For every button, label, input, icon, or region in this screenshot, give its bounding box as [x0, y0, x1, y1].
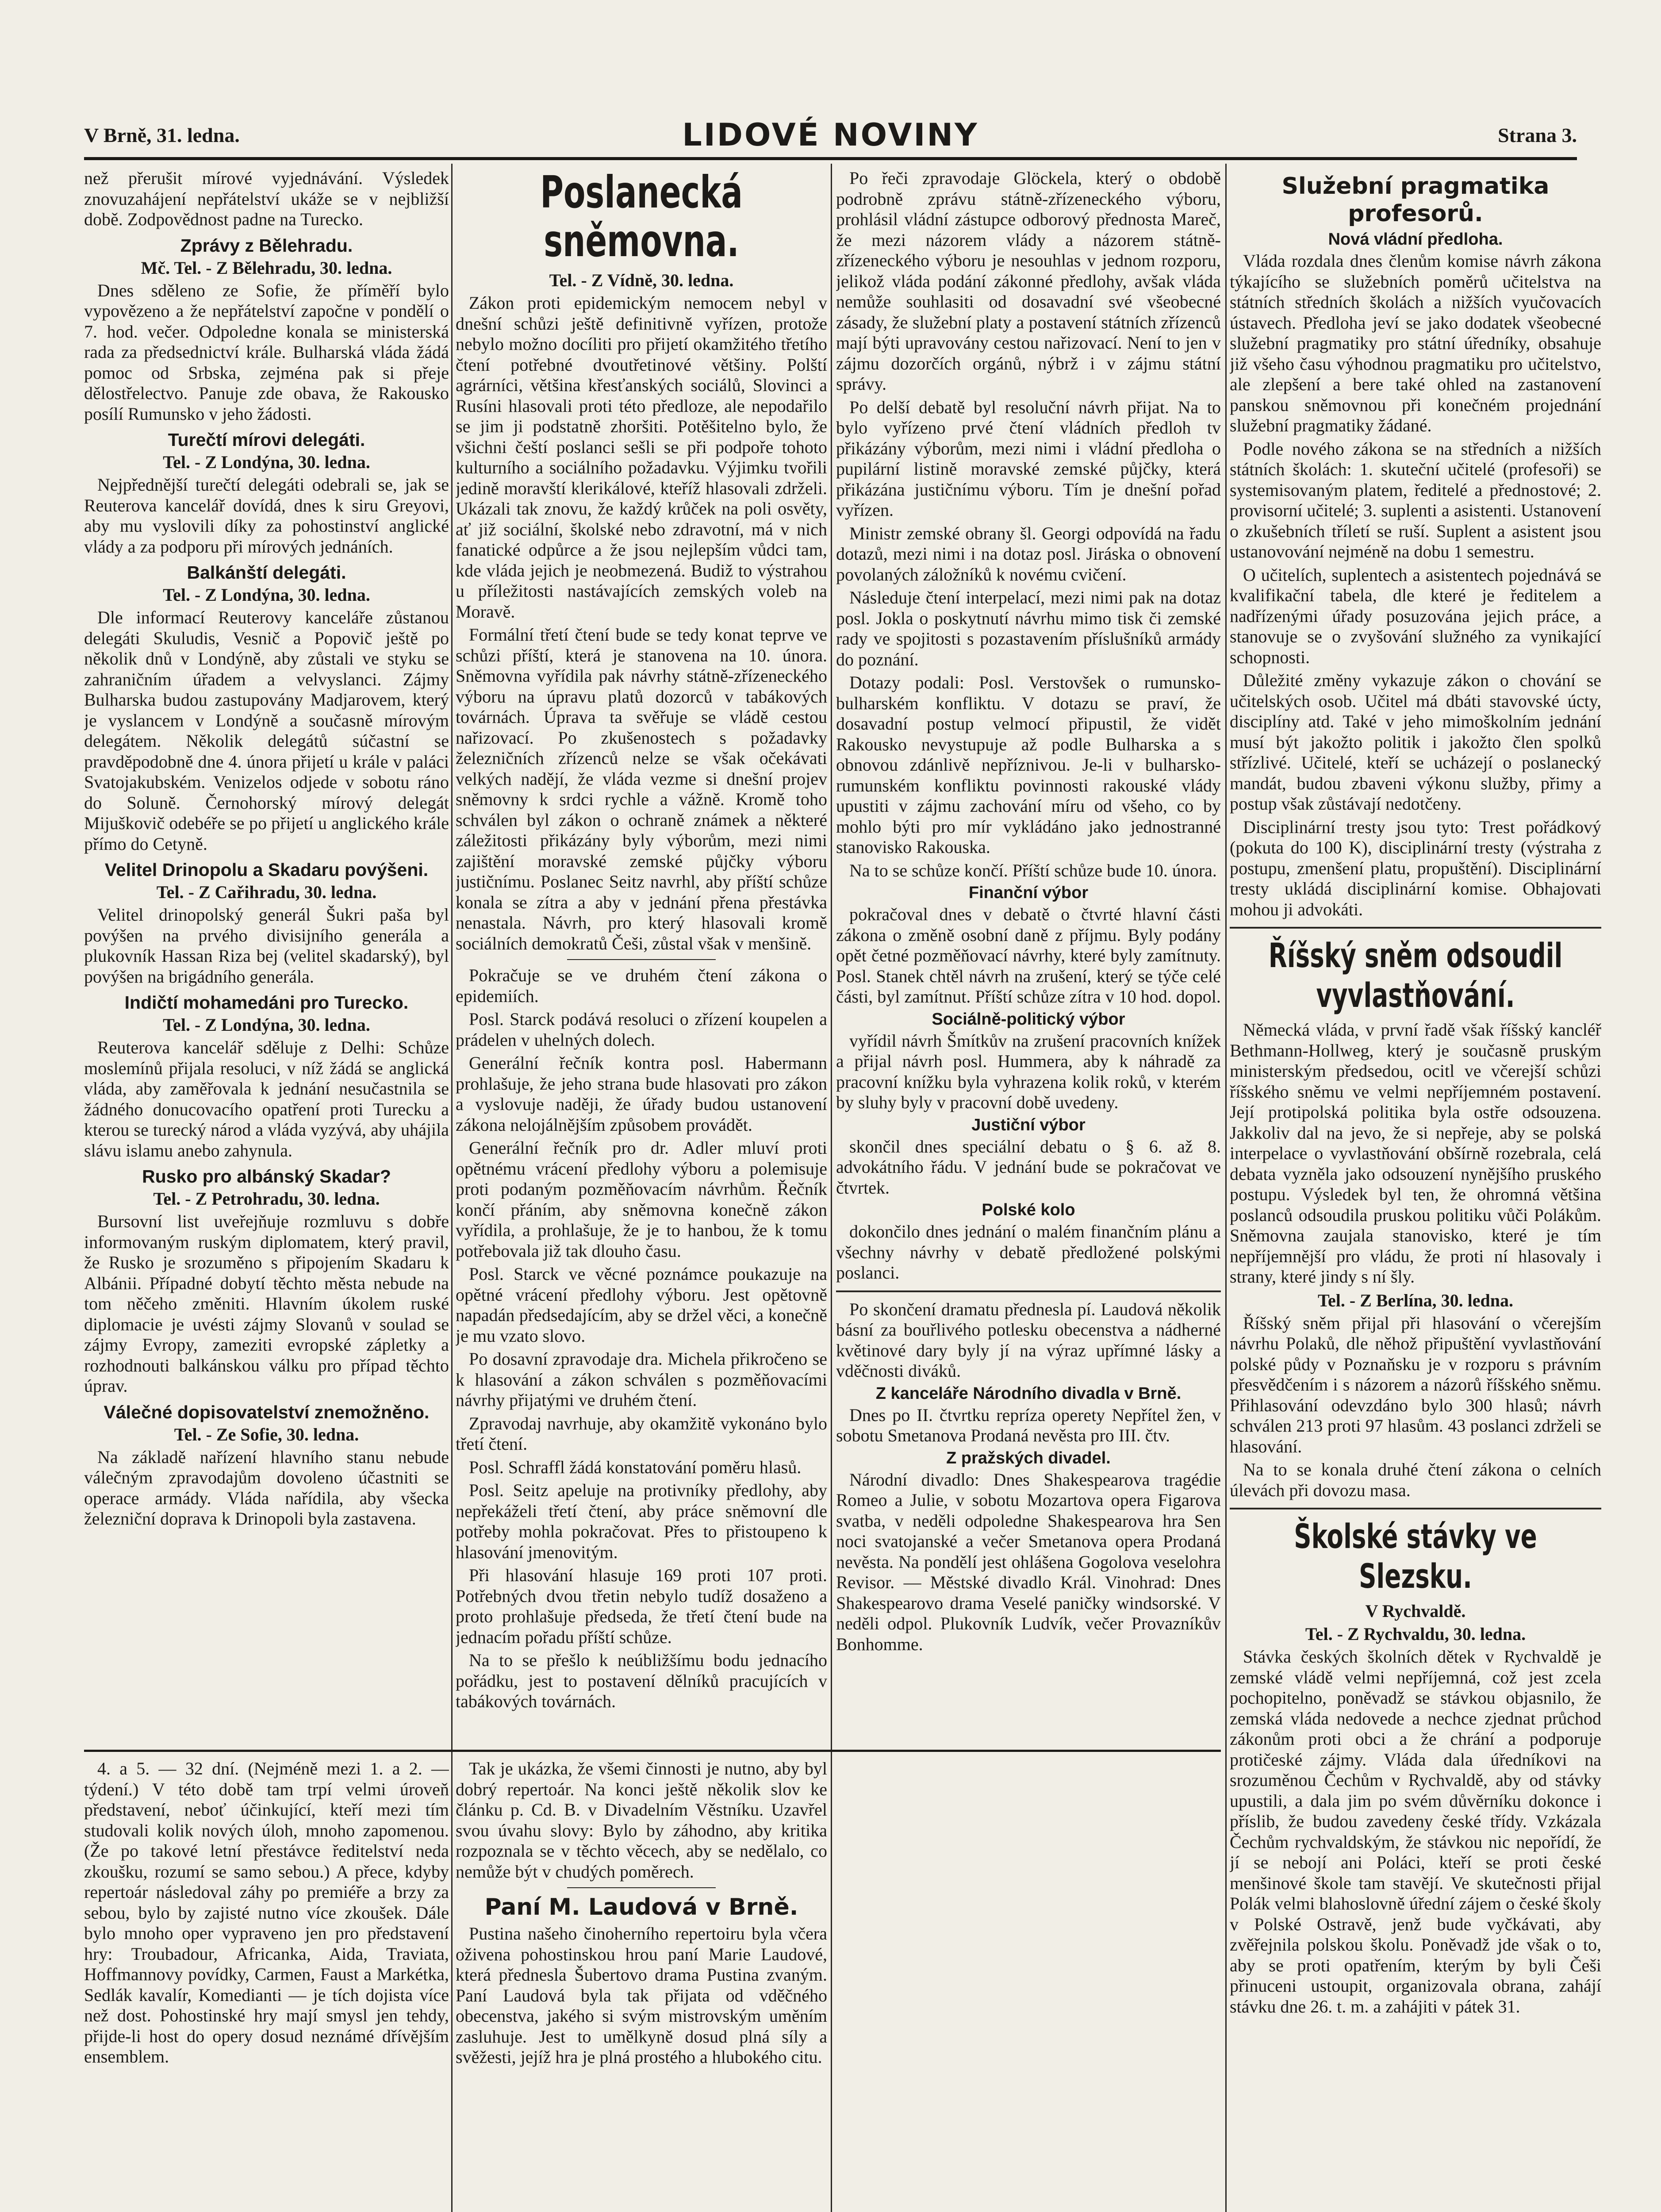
article-subtitle: Nová vládní předloha. — [1328, 230, 1503, 249]
article-paragraph: Generální řečník kontra posl. Habermann prohlašuje, že jeho strana bude hlasovati pro zákon a vyslovuje naději, že úřady budou ustanovení zákona nelojálnějším způsobem provádět. — [456, 1053, 827, 1135]
article-paragraph: Důležité změny vykazuje zákon o chování se učitelských osob. Učitel má dbáti stavovské úcty, disciplíny atd. Také v jeho mimoškolním jednání musí být jakožto politik i jakožto člen spolků střízlivé. Učitelé, kteří se ucházejí o poslanecký mandát, budou zbaveni výkonu služby, přimy a postup však zůstávají nedotčeny. — [1230, 670, 1601, 814]
article-paragraph: Po dosavní zpravodaje dra. Michela přikročeno se k hlasování a zákon schválen s pozměňovacími návrhy přijatými ve druhém čtení. — [456, 1349, 827, 1410]
article-paragraph: Posl. Seitz apeluje na protivníky předlohy, aby nepřekáželi třetí čtení, aby práce sněmovní dle potřeby mohla pokračovat. Přes to přistoupeno k hlasování jmenovitým. — [456, 1480, 827, 1562]
dateline: Tel. - Ze Sofie, 30. ledna. — [174, 1424, 359, 1444]
section-heading: Finanční výbor — [968, 883, 1089, 902]
article-paragraph: Posl. Starck ve věcné poznámce poukazuje na opětné vrácení předlohy výboru. Jest opětovně napadán předsedajícím, aby se držel věci, a konečně je mu vzato slovo. — [456, 1264, 827, 1346]
article-paragraph: Vláda rozdala dnes členům komise návrh zákona týkajícího se služebních poměrů učitelstva na státních středních školách a nižších vyučovacích ústavech. Předloha jeví se jako dodatek všeobecné služební pragmatiky pro státní úředníky, obsahuje již všeho času výhodnou pragmatiku pro učitelstvo, ale zlepšení a bere také ohled na zastanovení panskou sněmovnou při konečném projednání služební pragmatiky žádané. — [1230, 251, 1601, 435]
article-paragraph: Následuje čtení interpelací, mezi nimi pak na dotaz posl. Jokla o poskytnutí návrhu mimo tisk či zemské rady ve spojitosti s pozastavením příslušníků armády do poznání. — [836, 588, 1221, 669]
divider — [1230, 1508, 1601, 1509]
dateline: Tel. - Z Rychvaldu, 30. ledna. — [1305, 1624, 1526, 1644]
section-heading: Balkánští delegáti. — [187, 562, 346, 583]
article-paragraph: dokončilo dnes jednání o malém finančním plánu a všechny návrhy v debatě předložené polskými poslanci. — [836, 1221, 1221, 1283]
article-paragraph: Národní divadlo: Dnes Shakespearova tragédie Romeo a Julie, v sobotu Mozartova opera Figarova svatba, v neděli odpoledne Shakespearova hra Sen noci svatojanské a večer Smetanova opera Prodaná nevěsta. Na pondělí jest ohlášena Gogolova veselohra Revisor. — Městské divadlo Král. Vinohrad: Dnes Shakespearovo drama Veselé paničky windsorské. V neděli odpol. Plukovník Ludvík, večer Provazníkův Bonhomme. — [836, 1469, 1221, 1654]
section-heading: Z pražských divadel. — [946, 1448, 1111, 1467]
feuilleton-column-1 — [84, 1759, 449, 2212]
feuilleton-rule — [84, 1750, 1221, 1752]
article-paragraph: Tak je ukázka, že všemi činnosti je nutno, aby byl dobrý repertoár. Na konci ještě několik slov ke článku p. Cd. B. v Divadelním Věstníku. Uzavřel svou úvahu slovy: Bylo by záhodno, aby kritika rozpoznala se v těchto věcech, aby se nedělalo, co nemůže být v chudých poměrech. — [456, 1759, 827, 1882]
article-paragraph: Pokračuje se ve druhém čtení zákona o epidemiích. — [456, 965, 827, 1006]
dateline: Tel. - Z Berlína, 30. ledna. — [1318, 1290, 1513, 1310]
article-paragraph: Na to se schůze končí. Příští schůze bude 10. února. — [849, 860, 1217, 880]
column-balkan-news — [84, 168, 449, 1747]
article-paragraph: Posl. Starck podává resoluci o zřízení koupelen a prádelen v uhelných dolech. — [456, 1009, 827, 1050]
article-paragraph: Dle informací Reuterovy kanceláře zůstanou delegáti Skuludis, Vesnič a Popovič ještě po několik dnů v Londýně, aby zůstali ve styku se zahraničním úřadem a velvyslanci. Zájmy Bulharska budou zastupovány Madjarovem, který je vyslancem v Londýně a současně mírovým delegátem. Několik delegátů súčastní se pravděpodobně dne 4. února přijetí u krále v paláci Svatojakubském. Venizelos odjede v sobotu ráno do Soluně. Černohorský mírový delegát Mijuškovič odebéře se po přijetí u anglického krále přímo do Cetyně. — [84, 607, 449, 854]
section-heading: Rusko pro albánský Skadar? — [142, 1166, 391, 1187]
divider — [836, 1290, 1221, 1292]
article-paragraph: Po skončení dramatu přednesla pí. Laudová několik básní za bouřlivého potlesku obecenstva a nádherné květinové dary byly jí na výraz upřímné lásky a vděčnosti diváků. — [836, 1299, 1221, 1381]
column-committees — [836, 168, 1221, 2212]
column-rule — [451, 164, 453, 2212]
article-paragraph: Posl. Schraffl žádá konstatování poměru hlasů. — [469, 1457, 802, 1477]
feuilleton-column-2 — [456, 1759, 827, 2212]
article-paragraph: Říšský sněm přijal při hlasování o včerejším návrhu Polaků, dle něhož připuštění vyvlastňování polské půdy v Poznaňsku je v rozporu s právním přesvědčením i s názorem a názorů říšského sněmu. Přihlasování odevzdáno bylo 300 hlasů; návrh schválen 213 proti 97 hlasům. 43 poslanci zdrželi se hlasování. — [1230, 1313, 1601, 1456]
article-paragraph: Reuterova kancelář sděluje z Delhi: Schůze moslemínů přijala resoluci, v níž žádá se anglická vláda, aby zaměřovala k jednání nesučastnila se žádného donucovacího opatření proti Turecku a kterou se turecký národ a vláda vyzývá, aby uhájila slávu islamu anebo zahynula. — [84, 1037, 449, 1160]
section-heading: Sociálně-politický výbor — [932, 1010, 1125, 1029]
article-paragraph: Podle nového zákona se na středních a nižších státních školách: 1. skuteční učitelé (profesoři) se systemisovaným platem, ředitelé a přednostové; 2. provisorní učitelé; 3. suplenti a asistenti. Ustanovení o zkušebních tříletí se ruší. Suplent a asistent jsou ustanovování nejméně na dobu 1 semestru. — [1230, 438, 1601, 561]
column-rule — [831, 164, 832, 2212]
article-paragraph: Dnes sděleno ze Sofie, že příměří bylo vypovězeno a že nepřátelství započne v pondělí o 7. hod. večer. Odpoledne konala se ministerská rada za předsednictví krále. Bulharská vláda žádá pomoc od Srbska, zejména pak si přeje dělostřelectvo. Panuje zde obava, že Rakousko posílí Rumunsko v jeho žádosti. — [84, 280, 449, 424]
issue-date: V Brně, 31. ledna. — [84, 123, 240, 146]
article-paragraph: Nejpřednější turečtí delegáti odebrali se, jak se Reuterova kancelář dovídá, dnes k siru Greyovi, aby mu vyslovili díky za pohostinství anglické vlády a za podporu při mírových jednáních. — [84, 475, 449, 557]
article-paragraph: Velitel drinopolský generál Šukri paša byl povýšen na prvého divisijního generála a plukovník Hassan Riza bej (velitel skadarský), byl povýšen na brigádního generála. — [84, 905, 449, 987]
article-paragraph: O učitelích, suplentech a asistentech pojednává se kvalifikační tabela, dle které je ředitelem a nadřízenými úřady posuzována jejich práce, a stanovuje se o zvyšování služného za vynikající schopnosti. — [1230, 565, 1601, 667]
dateline: Tel. - Z Petrohradu, 30. ledna. — [153, 1189, 380, 1209]
section-heading: Polské kolo — [982, 1201, 1075, 1219]
lead-paragraph: než přerušit mírové vyjednávání. Výsledek znovuzahájení nepřátelství ukáže se v nejbližší době. Zodpovědnost padne na Turecko. — [84, 168, 449, 229]
article-paragraph: Zpravodaj navrhuje, aby okamžitě vykonáno bylo třetí čtení. — [456, 1413, 827, 1454]
masthead-title: LIDOVÉ NOVINY — [682, 117, 979, 153]
section-heading: Zprávy z Bělehradu. — [180, 235, 353, 256]
article-paragraph: Na základě nařízení hlavního stanu nebude válečným zpravodajům dovoleno účastniti se operace armády. Vláda nařídila, aby všecka železniční doprava k Drinopoli byla zastavena. — [84, 1447, 449, 1528]
dateline: Tel. - Z Londýna, 30. ledna. — [163, 1015, 370, 1035]
page-number: Strana 3. — [1498, 123, 1577, 146]
section-heading: Válečné dopisovatelství znemožněno. — [104, 1402, 430, 1422]
page-header — [84, 113, 1577, 160]
article-title: Paní M. Laudová v Brně. — [484, 1894, 798, 1920]
column-parliament — [456, 168, 827, 1747]
article-paragraph: Po delší debatě byl resoluční návrh přijat. Na to bylo vyřízeno prvé čtení vládních předloh tv přikázány výborům, mezi nimi i vládní předloha o pupilární listině moravské zemské půjčky, která přikázána justičnímu výboru. Tím je dnešní pořad vyřízen. — [836, 397, 1221, 520]
article-title: Služební pragmatika profesorů. — [1281, 173, 1550, 227]
article-paragraph: Německá vláda, v první řadě však říšský kancléř Bethmann-Hollweg, který je současně pruským ministerským předsedou, ocitl ve včerejší schůzi říšského sněmu ve velmi nepříjemném postavení. Její protipolská politika byla ostře odsouzena. Jakkoliv dal na jevo, že si nepřeje, aby se polská interpelace o vyvlastňování obšírně rozebrala, celá debata vyzněla jako odsouzení nynějšího pruského postupu. Výsledek byl ten, že ohromná většina poslanců odsoudila pruskou politiku vůči Polákům. Sněmovna zaujala stanovisko, které je tím nepříjemnější pro vládu, že proti ní hlasovaly i strany, které jindy s ní šly. — [1230, 1020, 1601, 1286]
article-paragraph: Disciplinární tresty jsou tyto: Trest pořádkový (pokuta do 100 K), disciplinární tresty (výstraha z postupu, zmenšení platu, propuštění). Disciplinární tresty ukládá disciplinární komise. Obhajovati mohou ji advokáti. — [1230, 817, 1601, 919]
article-paragraph: Pustina našeho činoherního repertoiru byla včera oživena pohostinskou hrou paní Marie Laudové, která přednesla Šubertovo drama Pustina zvaným. Paní Laudová byla tak přijata od vděčného obecenstva, jakého si svým mistrovským uměním zasluhuje. Jest to umělkyně dosud plná síly a svěžesti, jejíž hra je plná prostého a hlubokého citu. — [456, 1924, 827, 2067]
article-paragraph: Po řeči zpravodaje Glöckela, který o obdobě podrobně zprávu státně-zřízeneckého výboru, prohlásil vládní zástupce odborový přednosta Mareč, že mezi názorem vlády a názorem státně-zřízeneckého výboru je nesouhlas v jednom rozporu, jelikož vláda podání zákonné předlohy, avšak vláda nemůže souhlasiti od dosavadní své všeobecné zásady, že služební platy a postavení státních zřízenců mají býti upravovány cestou nařizovací. Není to jen v zájmu dozorčích orgánů, nýbrž i v zájmu státní správy. — [836, 168, 1221, 394]
article-paragraph: Dotazy podali: Posl. Verstovšek o rumunsko-bulharském konfliktu. V dotazu se praví, že dosavadní postup velmocí připustil, že vidět Rakousko nevystupuje až podle Bulharska a s obnovou zdánlivě nepříznivou. Je-li v bulharsko-rumunském konfliktu povinnosti rakouské vlády upustiti v zájmu zachování míru od všeho, co by mohlo býti pro mír vykládáno jako jednostranné stanovisko Rakouska. — [836, 672, 1221, 857]
dateline: Tel. - Z Londýna, 30. ledna. — [163, 452, 370, 472]
section-heading: Turečtí mírovi delegáti. — [168, 430, 365, 450]
divider — [567, 959, 716, 960]
dateline: Mč. Tel. - Z Bělehradu, 30. ledna. — [141, 257, 392, 278]
article-title: Říšský sněm odsoudil vyvlastňování. — [1268, 936, 1563, 1015]
section-heading: Justiční výbor — [971, 1115, 1086, 1134]
dateline: Tel. - Z Londýna, 30. ledna. — [163, 585, 370, 605]
article-paragraph: Bursovní list uveřejňuje rozmluvu s dobře informovaným ruským diplomatem, který pravil, že Rusko je srozuměno s připojením Skadaru k Albánii. Případné dobytí těchto města nebude na tom něčeho změniti. Hlavním úkolem ruské diplomacie je uvésti zájmy Slovanů v soulad se zájmy Evropy, zameziti evropské zápletky a rozhodnouti balkánskou válku pro případ těchto úprav. — [84, 1211, 449, 1396]
article-title: Školské stávky ve Slezsku. — [1294, 1517, 1537, 1596]
article-paragraph: Stávka českých školních dětek v Rychvaldě je zemské vládě velmi nepříjemná, což jest zcela pochopitelno, poněvadž se stávkou objasnilo, že zemská vláda nedovede a nechce zjednat průchod zákonům proti obci a že chrání a podporuje protičeské zájmy. Vláda dala úředníkovi na srozuměnou Čechům v Rychvaldě, aby od stávky upustili, a dala jim po svém důvěrníku dokonce i příslib, že budou zavedeny české třídy. Vzkázala Čechům rychvaldským, že stávkou nic nepořídí, že jí se nebojí ani Poláci, kteří se proti české menšinové škole tam stavějí. Ve skutečnosti přijal Polák velmi blahoslovně úřední zájem o české školy v Polské Ostravě, jenž bude vyčkávati, aby zvěřejnila polskou školu. Poněvadž jde však o to, aby se proti opatřením, kterým by byli Češi přinuceni ustoupit, organizovala obrana, zahájí stávku dne 26. t. m. a zahájiti v pátek 31. — [1230, 1647, 1601, 2016]
article-paragraph: Zákon proti epidemickým nemocem nebyl v dnešní schůzi ještě definitivně vyřízen, protože nebylo možno docíliti pro přijetí okamžitého třetího čtení potřebné dvoutřetinové většiny. Polští agrárníci, většina křesťanských sociálů, Slovinci a Rusíni hlasovali proti této předloze, ale nepodařilo se jim ji podstatně zhoršiti. Potěšitelno bylo, že všichni čeští poslanci sešli se při podpoře tohoto kulturního a sociálního požadavku. Výjimku tvořili jedině moravští klerikálové, kteříž hlasovali zdrželi. Ukázali tak znovu, že každý krůček na poli osvěty, ať již sociální, školské nebo zdravotní, má v nich fanatické odpůrce a že jsou nejlepším vůdci tam, kde vláda jejich je neobmezená. Budiž to výstrahou u příležitosti nastávajících zemských voleb na Moravě. — [456, 293, 827, 622]
article-paragraph: skončil dnes speciální debatu o § 6. až 8. advokátního řádu. V jednání bude se pokračovat ve čtvrtek. — [836, 1136, 1221, 1198]
article-paragraph: Formální třetí čtení bude se tedy konat teprve ve schůzi příští, která je stanovena na 10. února. Sněmovna vyřídila pak návrhy státně-zřízeneckého výboru na úpravu platů dozorců v tabákových továrnách. Úprava ta svěřuje se vládě cestou nařizovací. Po zkušenostech s požadavky železničních zřízenců nelze se však očekávati velkých nadějí, že vláda vezme si dnešní projev sněmovny k srdci rychle a vážně. Kromě toho schválen byl zákon o ochraně známek a některé záležitosti přikázány byly výborům, mezi nimi zajištění moravské zemské půjčky výboru justičnímu. Poslanec Seitz navrhl, aby příští schůze konala se zítra a aby v jednání přena přestávka nenastala. Návrh, pro který hlasovali kromě sociálních demokratů Češi, zůstal však v menšině. — [456, 625, 827, 953]
section-heading: Indičtí mohamedáni pro Turecko. — [124, 992, 409, 1013]
article-paragraph: 4. a 5. — 32 dní. (Nejméně mezi 1. a 2. — týdení.) V této době tam trpí velmi úroveň představení, neboť účinkující, kteří mezi tím studovali kolik nových úloh, mnoho zapomenou. (Že po takové letní přestávce ředitelství neda zkoušku, rozumí se samo sebou.) A přece, kdyby repertoár následoval záhy po premiéře a brzy za sebou, bylo by zajisté nutno více zkoušek. Dále bylo mnoho oper vypraveno jen pro představení hry: Troubadour, Africanka, Aida, Traviata, Hoffmannovy povídky, Carmen, Faust a Markétka, Sedlák kavalír, Komedianti — je tích dojista více než dost. Pohostinské hry mají smysl jen tehdy, přijde-li host do opery dosud neznámé dřívějším ensemblem. — [84, 1759, 449, 2066]
dateline: Tel. - Z Cařihradu, 30. ledna. — [156, 882, 377, 902]
article-paragraph: Na to se přešlo k neúbližšímu bodu jednacího pořádku, jest to postavení dělníků pracujících v tabákových továrnách. — [456, 1650, 827, 1711]
article-title: Poslanecká sněmovna. — [540, 168, 743, 267]
divider — [567, 1887, 716, 1888]
article-paragraph: Ministr zemské obrany šl. Georgi odpovídá na řadu dotazů, mezi nimi i na dotaz posl. Jiráska o obnovení povolaných záložníků k novému cvičení. — [836, 523, 1221, 584]
article-paragraph: vyřídil návrh Šmítkův na zrušení pracovních knížek a přijal návrh posl. Hummera, aby k náhradě za pracovní knížku byla vyhrazena kolik roků, v kterém by sluhy byly v pracovní době uvedeny. — [836, 1030, 1221, 1112]
dateline: Tel. - Z Vídně, 30. ledna. — [549, 270, 734, 290]
article-paragraph: Dnes po II. čtvrtku repríza operety Nepřítel žen, v sobotu Smetanova Prodaná nevěsta pro III. čtv. — [836, 1405, 1221, 1445]
column-rule — [1225, 164, 1227, 2212]
article-paragraph: Při hlasování hlasuje 169 proti 107 proti. Potřebných dvou třetin nebylo tudíž dosaženo a proto prohlašuje předseda, že třetí čtení bude na jednacím pořadu příští schůze. — [456, 1565, 827, 1647]
article-paragraph: Generální řečník pro dr. Adler mluví proti opětnému vrácení předlohy výboru a polemisuje proti podaným pozměňovacím návrhům. Řečník končí přáním, aby sněmovna konečně zákon vyřídila, a prohlašuje, že je to hanbou, že k tomu potřebovala již tak dlouho času. — [456, 1138, 827, 1261]
article-paragraph: pokračoval dnes v debatě o čtvrté hlavní části zákona o změně osobní daně z příjmu. Byly podány opět četné pozměňovací návrhy, které byly zamítnuty. Posl. Stanek chtěl návrh na zrušení, který se týče celé části, byl zamítnut. Příští schůze zítra v 10 hod. dopol. — [836, 904, 1221, 1006]
section-heading: Z kanceláře Národního divadla v Brně. — [875, 1384, 1181, 1403]
column-politics — [1230, 168, 1601, 2212]
divider — [1230, 927, 1601, 929]
place-line: V Rychvaldě. — [1365, 1601, 1466, 1621]
section-heading: Velitel Drinopolu a Skadaru povýšeni. — [104, 860, 429, 880]
article-paragraph: Na to se konala druhé čtení zákona o celních úlevách při dovozu masa. — [1230, 1459, 1601, 1500]
